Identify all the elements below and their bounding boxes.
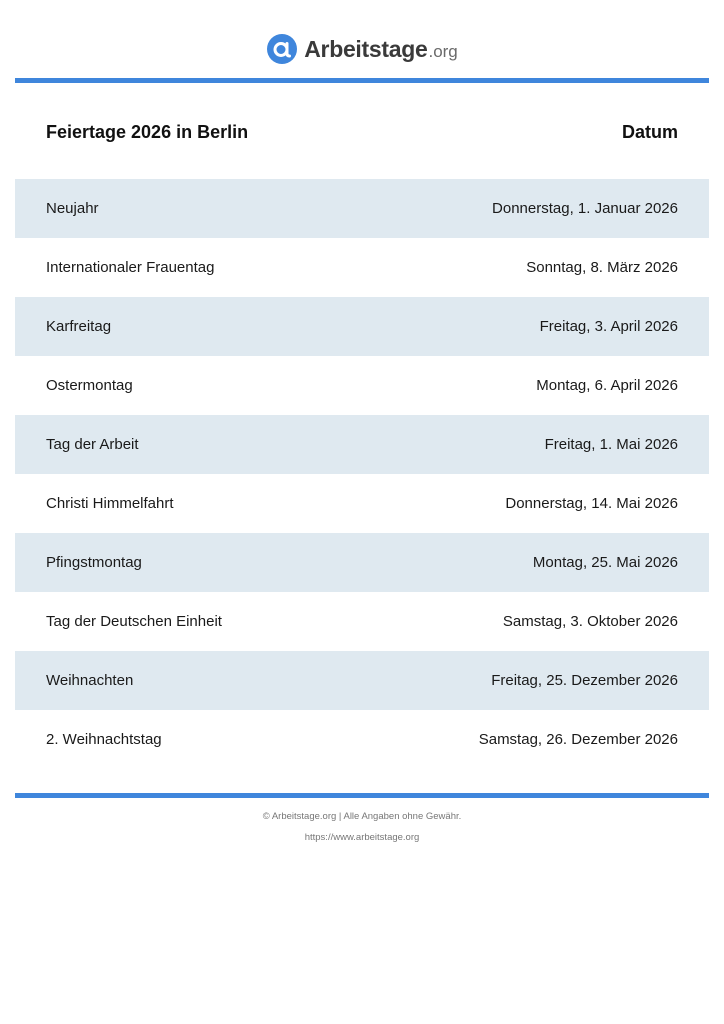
holiday-date: Freitag, 1. Mai 2026 [544,436,678,453]
holiday-name: Tag der Arbeit [46,436,139,453]
table-row [15,710,709,769]
holiday-name: Tag der Deutschen Einheit [46,613,222,630]
holiday-name: Karfreitag [46,318,112,335]
holiday-date: Freitag, 25. Dezember 2026 [491,672,678,689]
holiday-date: Samstag, 26. Dezember 2026 [478,731,678,748]
holiday-date: Samstag, 3. Oktober 2026 [502,613,678,630]
footer-copyright: © Arbeitstage.org | Alle Angaben ohne Gewähr. [262,811,462,822]
date-column-header: Datum [621,121,678,142]
table-row [15,179,709,238]
holiday-date: Montag, 25. Mai 2026 [532,554,678,571]
holiday-date: Donnerstag, 1. Januar 2026 [492,200,678,217]
logo-tld: .org [428,42,458,61]
holiday-table [15,179,709,769]
table-row [15,651,709,710]
holiday-name: Ostermontag [46,377,133,394]
table-row [15,238,709,297]
holiday-date: Freitag, 3. April 2026 [539,318,678,335]
holiday-name: Pfingstmontag [46,554,142,571]
holiday-name: 2. Weihnachtstag [46,731,162,748]
page-title: Feiertage 2026 in Berlin [46,121,249,142]
table-row [15,297,709,356]
table-row [15,592,709,651]
logo-name: Arbeitstage [304,35,428,62]
site-logo[interactable] [0,31,724,67]
table-row [15,474,709,533]
holiday-name: Internationaler Frauentag [46,259,215,276]
logo-wrapper [266,33,458,65]
table-row [15,415,709,474]
at-sign-icon [266,33,298,65]
holiday-date: Montag, 6. April 2026 [536,377,678,394]
holiday-name: Neujahr [46,200,99,217]
holiday-name: Christi Himmelfahrt [46,495,174,512]
bottom-divider [15,793,709,798]
table-row [15,356,709,415]
holiday-date: Sonntag, 8. März 2026 [526,259,678,276]
top-divider [15,78,709,83]
footer-url-link[interactable]: https://www.arbeitstage.org [304,832,420,843]
holiday-name: Weihnachten [46,672,134,689]
table-row [15,533,709,592]
table-header [46,118,678,146]
holiday-date: Donnerstag, 14. Mai 2026 [505,495,678,512]
